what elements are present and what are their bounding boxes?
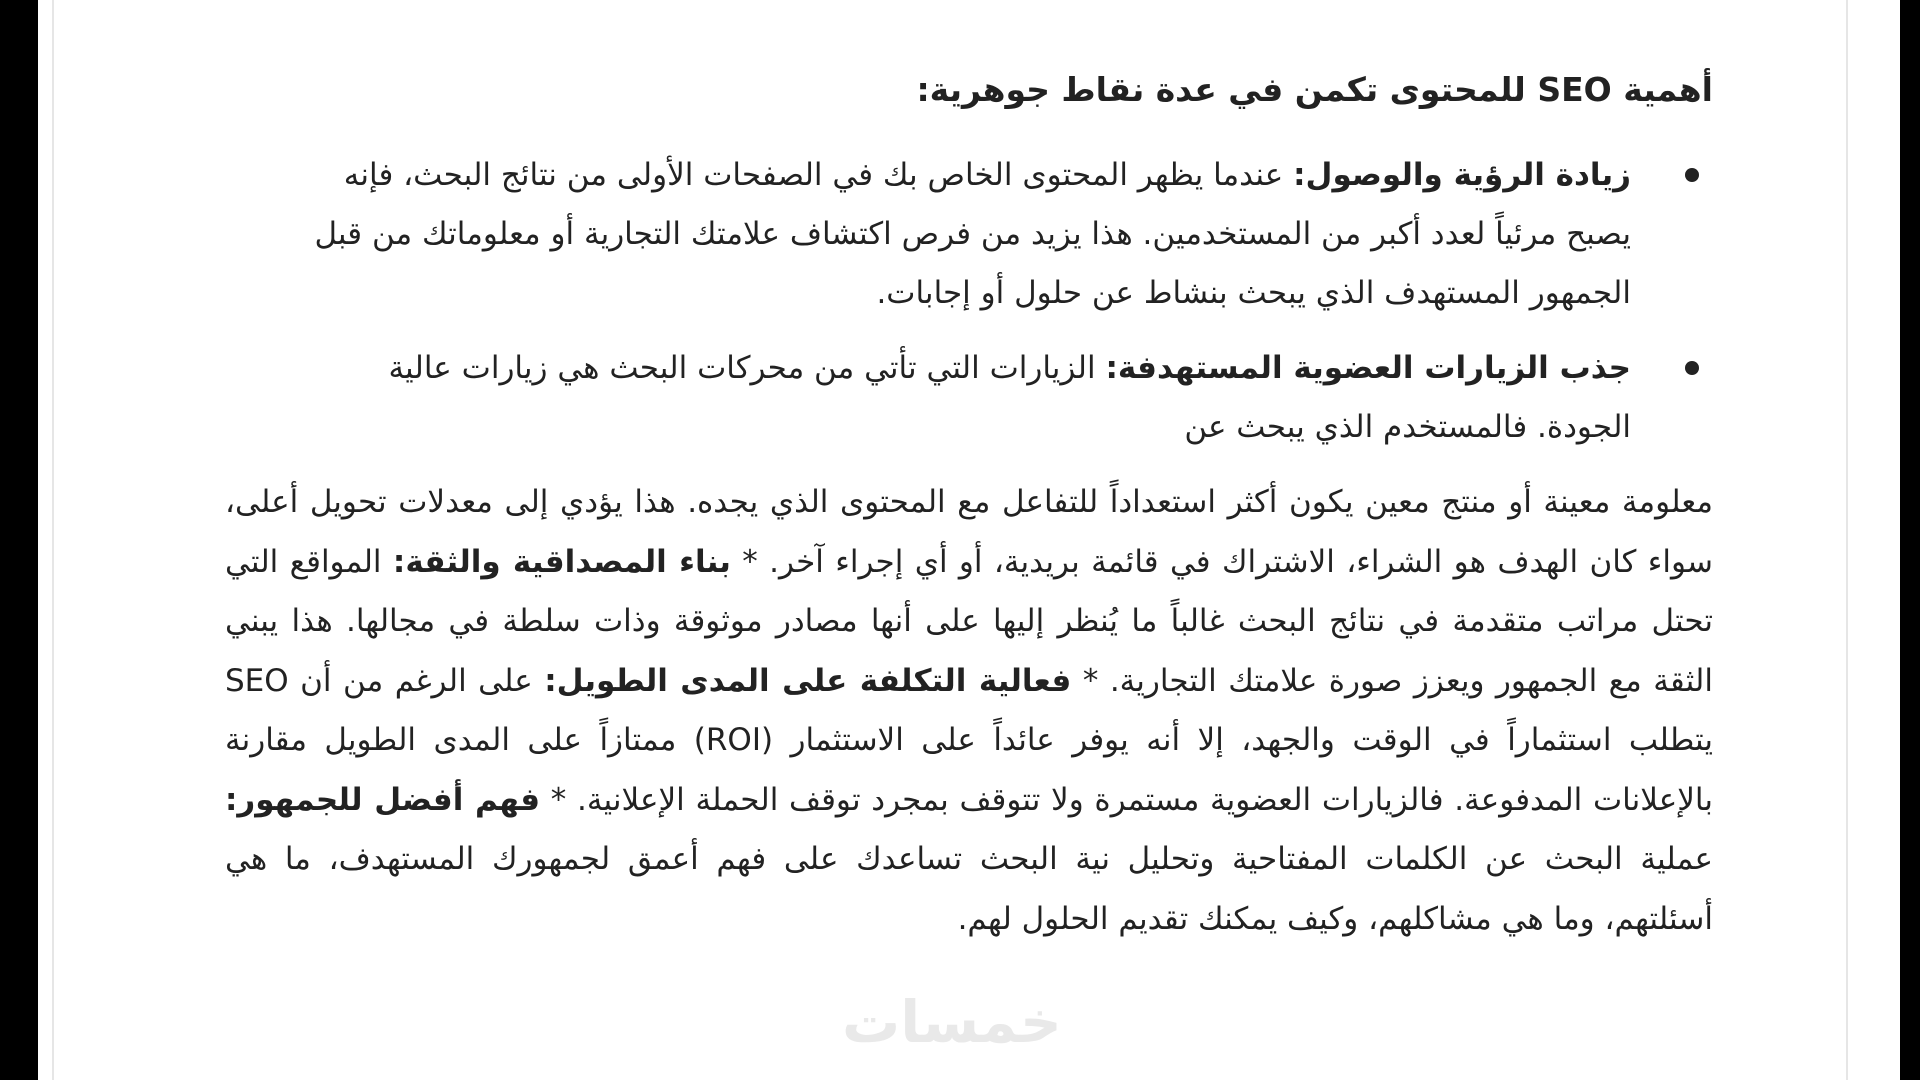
list-item-text: عندما يظهر المحتوى الخاص بك في الصفحات الأولى من نتائج البحث، فإنه يصبح مرئياً لعدد أكبر من المستخدمين. هذا يزيد من فرص اكتشاف علامتك التجارية أو معلوماتك من قبل الجمهور المستهدف الذي يبحث بنشاط عن حلول أو إجابات. <box>314 157 1631 311</box>
list-item-organic-traffic <box>295 339 1631 457</box>
paragraph-text: المواقع التي تحتل مراتب متقدمة في نتائج البحث غالباً ما يُنظر إليها على أنها مصادر موثوقة وذات سلطة في مجالها. هذا يبني الثقة مع الجمهور ويعزز صورة علامتك التجارية. * <box>225 543 1713 699</box>
article-body <box>225 62 1713 949</box>
paragraph-text: على الرغم من أن SEO يتطلب استثماراً في الوقت والجهد، إلا أنه يوفر عائداً على الاستثمار (ROI) ممتازاً على المدى الطويل مقارنة بالإعلانات المدفوعة. فالزيارات العضوية مستمرة ولا تتوقف بمجرد توقف الحملة الإعلانية. * <box>225 662 1713 818</box>
left-dark-border <box>0 0 38 1080</box>
benefits-list <box>225 146 1713 457</box>
bullet-dot-icon <box>1685 168 1699 182</box>
paragraph-text: عملية البحث عن الكلمات المفتاحية وتحليل نية البحث تساعدك على فهم أعمق لجمهورك المستهدف، ما هي أسئلتهم، وما هي مشاكلهم، وكيف يمكنك تقديم الحلول لهم. <box>225 841 1713 937</box>
paragraph-bold-cost: فعالية التكلفة على المدى الطويل: <box>544 662 1072 699</box>
list-item-text: الزيارات التي تأتي من محركات البحث هي زيارات عالية الجودة. فالمستخدم الذي يبحث عن <box>388 350 1631 445</box>
lead-heading: أهمية SEO للمحتوى تكمن في عدة نقاط جوهرية: <box>916 70 1713 109</box>
bullet-dot-icon <box>1685 361 1699 375</box>
list-item-visibility <box>295 146 1631 323</box>
paragraph-text: معلومة معينة أو منتج معين يكون أكثر استعداداً للتفاعل مع المحتوى الذي يجده. هذا يؤدي إلى معدلات تحويل أعلى، سواء كان الهدف هو الشراء، الاشتراك في قائمة بريدية، أو أي إجراء آخر. * <box>225 484 1713 580</box>
left-page-divider <box>52 0 54 1080</box>
paragraph-bold-audience: فهم أفضل للجمهور: <box>225 781 541 818</box>
body-paragraph <box>225 473 1713 949</box>
watermark-logo: خمسات <box>842 988 1062 1056</box>
right-dark-border <box>1900 0 1920 1080</box>
right-page-divider <box>1846 0 1848 1080</box>
list-item-title: زيادة الرؤية والوصول: <box>1293 157 1631 193</box>
paragraph-bold-credibility: بناء المصداقية والثقة: <box>392 543 731 580</box>
list-item-title: جذب الزيارات العضوية المستهدفة: <box>1105 350 1631 386</box>
